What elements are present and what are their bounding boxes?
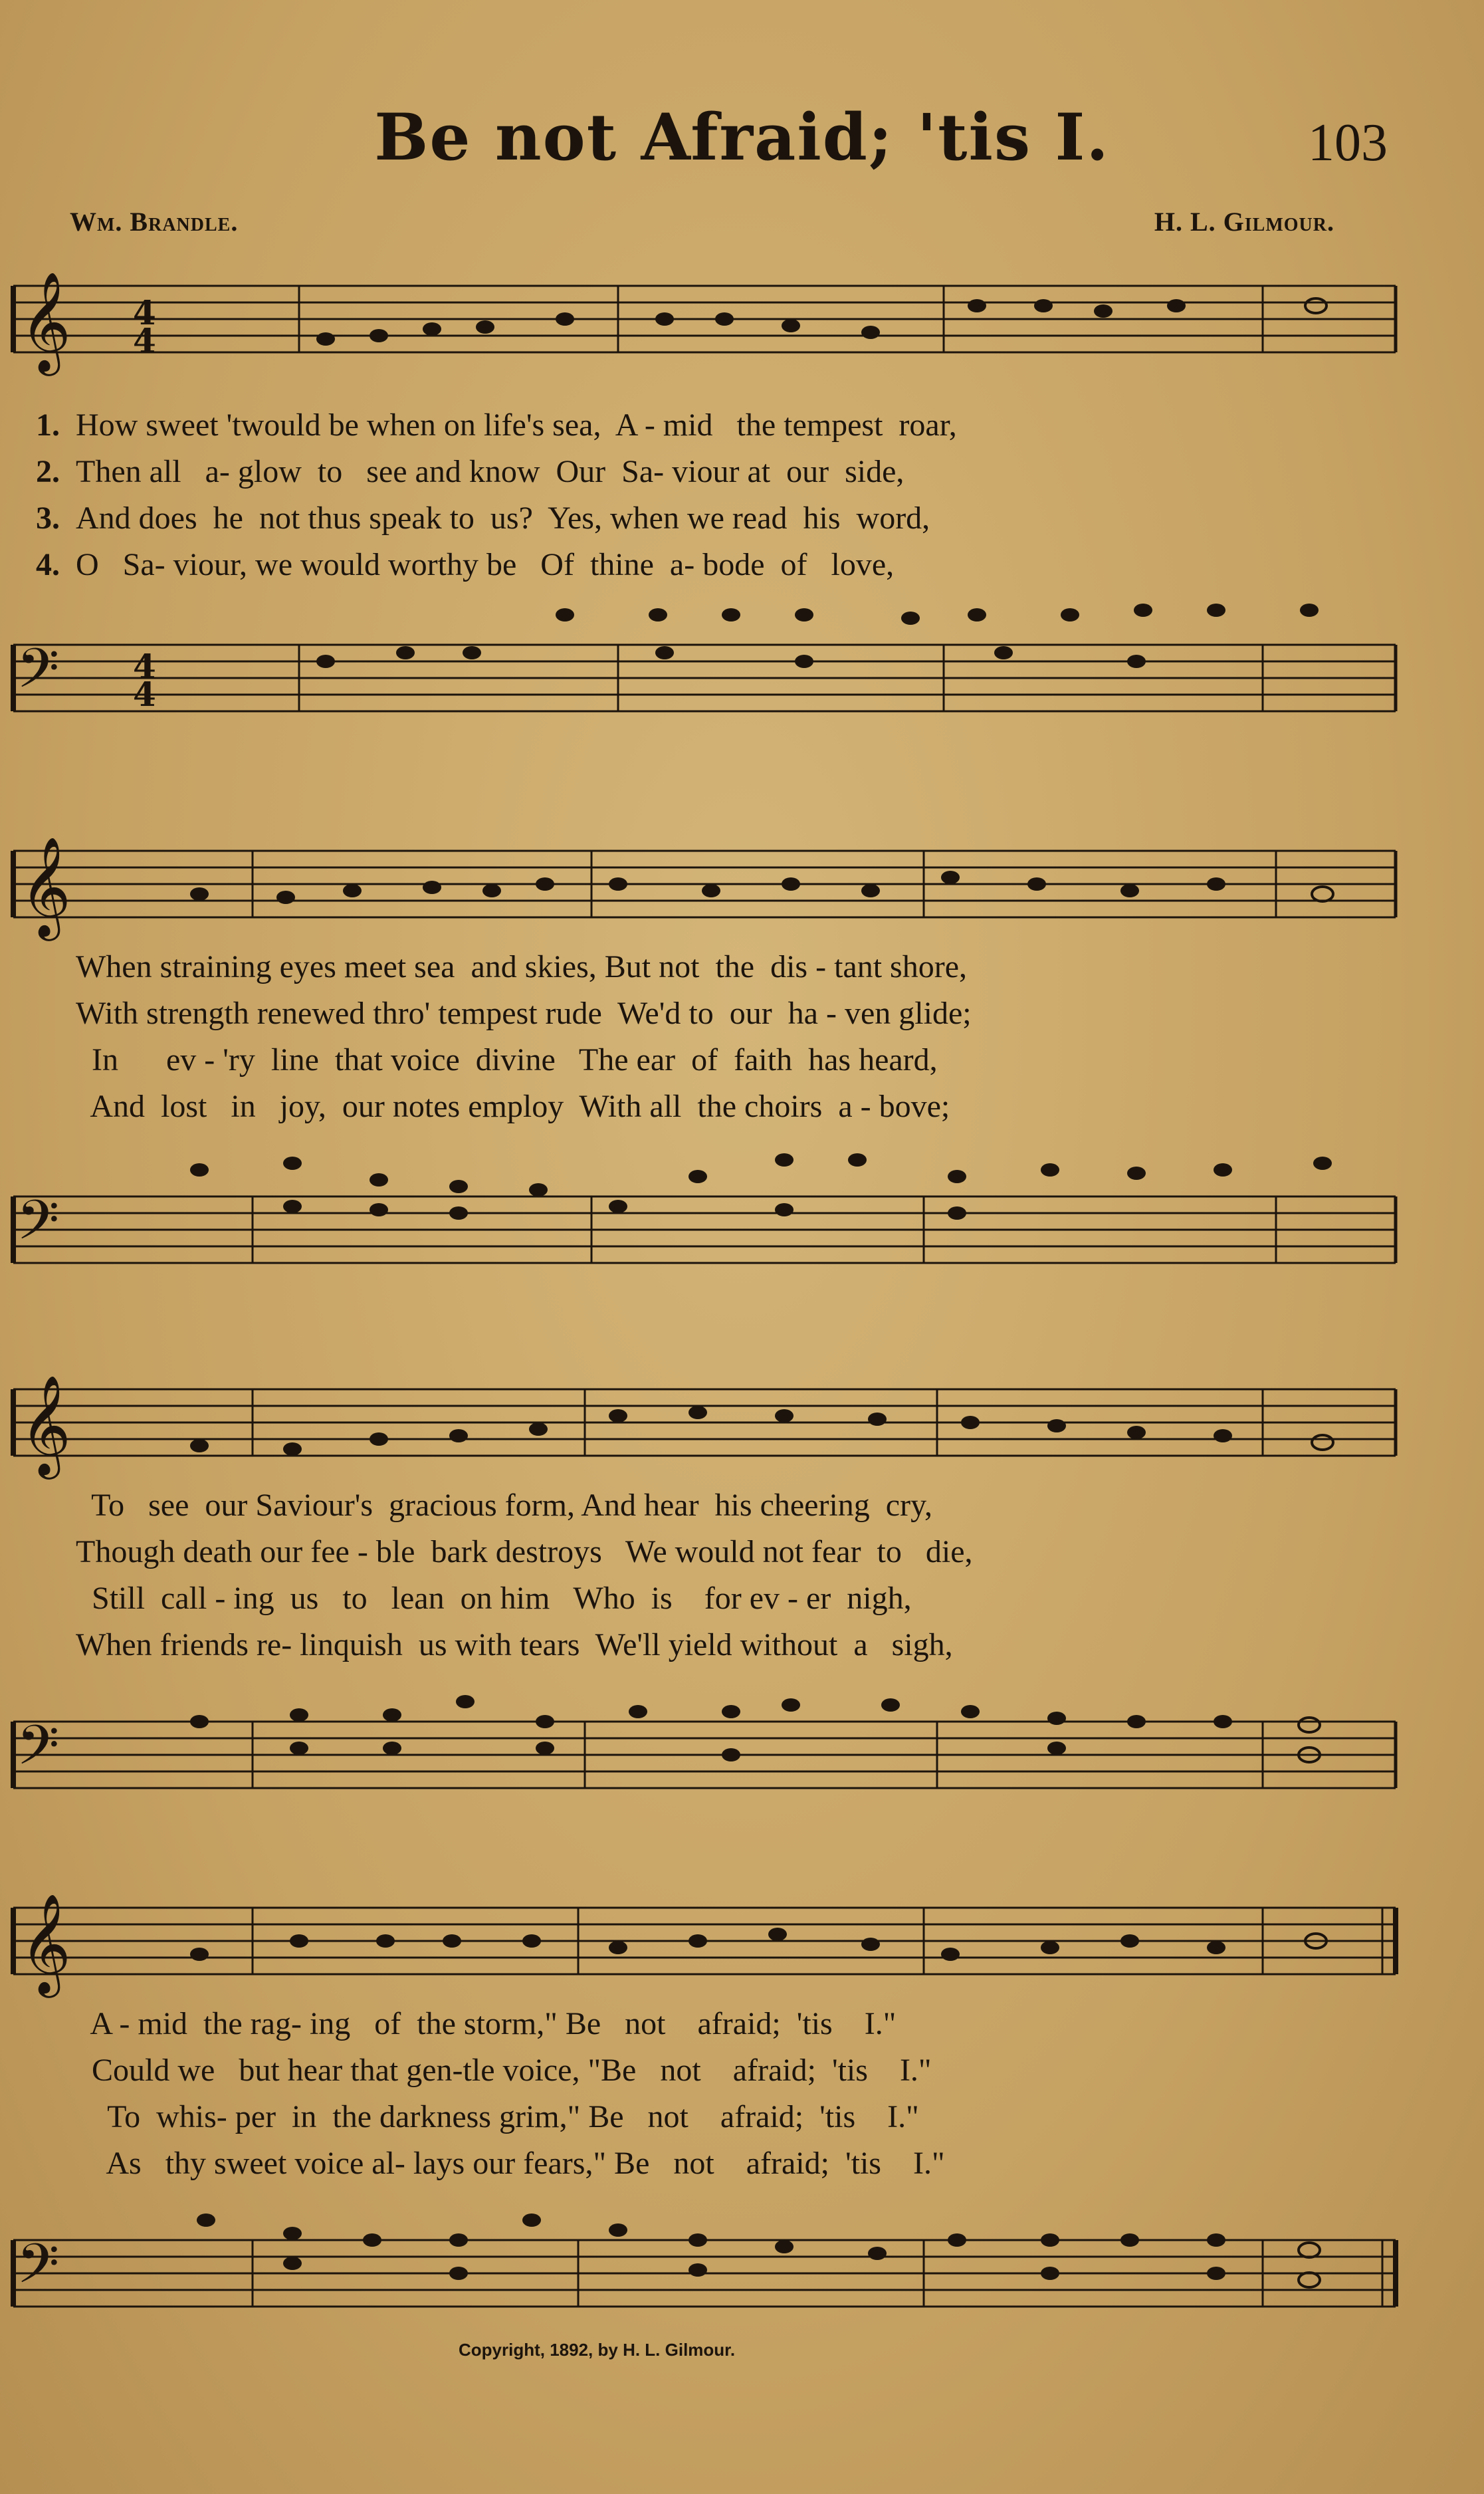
lyric-line: Could we but hear that gen-tle voice, "Be not afraid; 'tis I."	[76, 2053, 932, 2088]
lyric-line: 3. And does he not thus speak to us? Yes, when we read his word,	[36, 501, 930, 536]
lyric-line: Though death our fee - ble bark destroys We would not fear to die,	[76, 1534, 973, 1569]
music-system-2	[7, 811, 1402, 1316]
music-system-3	[7, 1343, 1402, 1835]
lyric-line: A - mid the rag- ing of the storm," Be not afraid; 'tis I."	[76, 2006, 897, 2041]
bass-staff-1	[7, 598, 1402, 744]
svg-text:4: 4	[133, 675, 156, 714]
svg-text:𝄞: 𝄞	[20, 1892, 71, 1993]
treble-staff-1	[7, 266, 1402, 399]
svg-text:4: 4	[133, 321, 156, 360]
music-system-1	[7, 266, 1402, 744]
svg-text:𝄢: 𝄢	[17, 2231, 60, 2309]
page-title: Be not Afraid; 'tis I.	[374, 100, 1110, 175]
svg-text:𝄢: 𝄢	[17, 1188, 60, 1266]
page-number: 103	[1308, 114, 1388, 172]
svg-text:𝄢: 𝄢	[17, 636, 60, 714]
lyric-line: Still call - ing us to lean on him Who is for ev - er nigh,	[76, 1581, 912, 1616]
treble-staff-3	[7, 1343, 1402, 1489]
lyric-line: When straining eyes meet sea and skies, But not the dis - tant shore,	[76, 949, 968, 984]
svg-text:𝄞: 𝄞	[20, 271, 71, 372]
lyrics-block-4	[7, 2001, 1402, 2187]
svg-text:𝄢: 𝄢	[17, 1713, 60, 1791]
lyrics-block-3	[7, 1482, 1402, 1668]
lyric-line: To whis- per in the darkness grim," Be not afraid; 'tis I."	[76, 2099, 919, 2134]
lyric-line: 1. How sweet 'twould be when on life's sea, A - mid the tempest roar,	[36, 407, 957, 443]
svg-text:4: 4	[133, 293, 156, 332]
lyric-line: To see our Saviour's gracious form, And hear his cheering cry,	[76, 1488, 932, 1523]
bass-staff-2	[7, 1143, 1402, 1303]
lyric-line: 4. O Sa- viour, we would worthy be Of thine a- bode of love,	[36, 547, 895, 582]
lyric-line: With strength renewed thro' tempest rude We'd to our ha - ven glide;	[76, 996, 972, 1031]
svg-text:𝄞: 𝄞	[20, 836, 71, 937]
lyric-line: And lost in joy, our notes employ With all the choirs a - bove;	[76, 1089, 950, 1124]
lyric-line: In ev - 'ry line that voice divine The ear of faith has heard,	[76, 1042, 938, 1077]
composer-credit: H. L. Gilmour.	[1154, 207, 1334, 237]
bass-staff-3	[7, 1675, 1402, 1835]
treble-staff-4	[7, 1868, 1402, 2001]
treble-staff-2	[7, 811, 1402, 944]
svg-text:4: 4	[133, 647, 156, 686]
bass-staff-4	[7, 2200, 1402, 2346]
lyric-line: 2. Then all a- glow to see and know Our Sa- viour at our side,	[36, 454, 904, 489]
lyric-line: As thy sweet voice al- lays our fears," Be not afraid; 'tis I."	[76, 2146, 945, 2181]
copyright-notice: Copyright, 1892, by H. L. Gilmour.	[459, 2340, 736, 2360]
lyrics-block-1	[7, 402, 1402, 588]
lyric-line: When friends re- linquish us with tears We'll yield without a sigh,	[76, 1627, 953, 1662]
music-system-4	[7, 1868, 1402, 2360]
lyricist-credit: Wm. Brandle.	[70, 207, 239, 237]
svg-text:𝄞: 𝄞	[20, 1374, 71, 1475]
lyrics-block-2	[7, 944, 1402, 1130]
